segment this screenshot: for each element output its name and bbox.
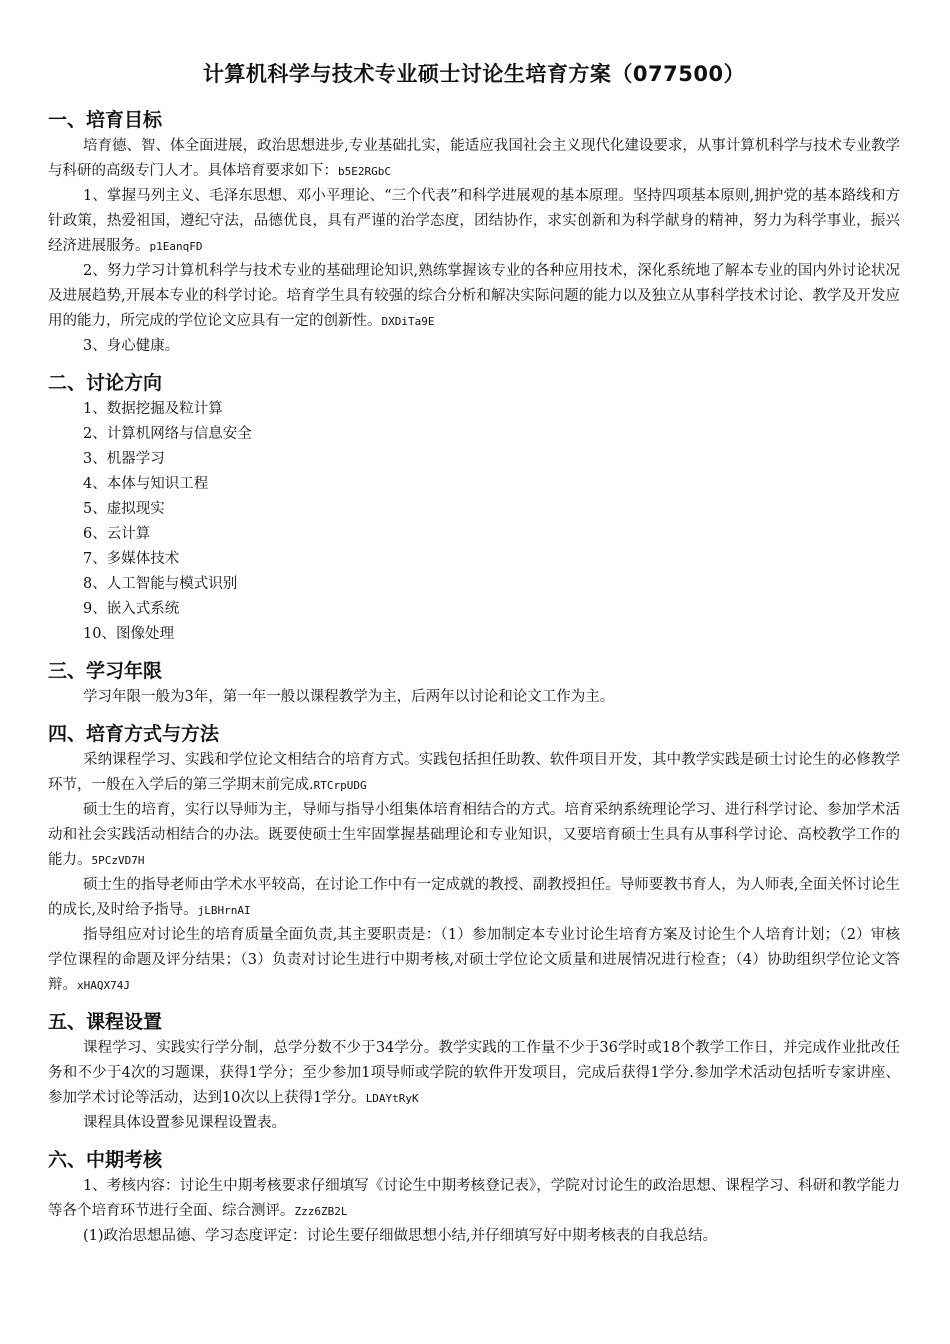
list-item: 1、数据挖掘及粒计算 [83,401,223,417]
list-item: 5、虚拟现实 [83,501,165,517]
paragraph-text: 硕士生的培育，实行以导师为主，导师与指导小组集体培育相结合的方式。培育采纳系统理论学习、进行科学讨论、参加学术活动和社会实践活动相结合的办法。既要使硕士生牢固掌握基础理论和专业知识，又要培育硕士生具有从事科学讨论、高校教学工作的能力。 [48,802,900,868]
paragraph-text: 采纳课程学习、实践和学位论文相结合的培育方式。实践包括担任助教、软件项目开发，其中教学实践是硕士讨论生的必修教学环节，一般在入学后的第三学期末前完成. [48,752,900,793]
watermark-code: RTCrpUDG [313,779,367,792]
paragraph-text: 硕士生的指导老师由学术水平较高，在讨论工作中有一定成就的教授、副教授担任。导师要教书育人，为人师表,全面关怀讨论生的成长,及时给予指导。 [48,877,900,918]
section-heading-training-methods: 四、培育方式与方法 [48,723,220,745]
paragraph: 3、身心健康。 [83,338,180,354]
paragraph-text: 1、考核内容：讨论生中期考核要求仔细填写《讨论生中期考核登记表》，学院对讨论生的政治思想、课程学习、科研和教学能力等各个培育环节进行全面、综合测评。 [48,1178,900,1219]
paragraph-text: 课程学习、实践实行学分制，总学分数不少于34学分。教学实践的工作量不少于36学时或18个教学工作日，并完成作业批改任务和不少于4次的习题课，获得1学分；至少参加1项导师或学院的软件开发项目，完成后获得1学分.参加学术活动包括听专家讲座、参加学术讨论等活动，达到10次以上获得1学分。 [48,1040,900,1106]
paragraph [48,134,900,184]
list-item: 7、多媒体技术 [83,551,180,567]
paragraph-text: 指导组应对讨论生的培育质量全面负责,其主要职责是：（1）参加制定本专业讨论生培育方案及讨论生个人培育计划；（2）审核学位课程的命题及评分结果；（3）负责对讨论生进行中期考核,对硕士学位论文质量和进展情况进行检查；（4）协助组织学位论文答辩。 [48,927,900,993]
list-item: 6、云计算 [83,526,151,542]
section-heading-training-goals: 一、培育目标 [48,109,163,131]
paragraph-text: 培育德、智、体全面进展，政治思想进步,专业基础扎实，能适应我国社会主义现代化建设要求，从事计算机科学与技术专业教学与科研的高级专门人才。具体培育要求如下： [48,138,900,179]
paragraph: 课程具体设置参见课程设置表。 [83,1115,286,1131]
watermark-code: xHAQX74J [77,979,130,992]
watermark-code: p1EanqFD [149,240,203,253]
list-item: 3、机器学习 [83,451,165,467]
paragraph [48,923,900,998]
list-item: 2、计算机网络与信息安全 [83,426,252,442]
watermark-code: DXDiTa9E [381,315,435,328]
paragraph: 学习年限一般为3年，第一年一般以课程教学为主，后两年以讨论和论文工作为主。 [83,689,615,705]
list-item: 4、本体与知识工程 [83,476,209,492]
watermark-code: b5E2RGbC [338,165,391,178]
paragraph [48,259,900,334]
paragraph [48,873,900,923]
section-heading-midterm-assessment: 六、中期考核 [48,1149,163,1171]
paragraph-text: 2、努力学习计算机科学与技术专业的基础理论知识,熟练掌握该专业的各种应用技术，深化系统地了解本专业的国内外讨论状况及进展趋势,开展本专业的科学讨论。培育学生具有较强的综合分析和解决实际问题的能力以及独立从事科学技术讨论、教学及开发应用的能力，所完成的学位论文应具有一定的创新性。 [48,263,900,329]
document-title: 计算机科学与技术专业硕士讨论生培育方案（077500） [202,62,746,86]
paragraph [48,1174,900,1224]
list-item: 10、图像处理 [83,626,174,642]
paragraph [48,184,900,259]
watermark-code: LDAYtRyK [365,1092,419,1105]
section-heading-courses: 五、课程设置 [48,1011,163,1033]
watermark-code: jLBHrnAI [197,904,251,917]
section-heading-research-directions: 二、讨论方向 [48,372,163,394]
paragraph [48,748,900,798]
section-heading-study-period: 三、学习年限 [48,660,163,682]
watermark-code: Zzz6ZB2L [294,1205,348,1218]
paragraph [48,798,900,873]
paragraph [48,1036,900,1111]
paragraph: (1)政治思想品德、学习态度评定：讨论生要仔细做思想小结,并仔细填写好中期考核表的自我总结。 [83,1228,718,1244]
list-item: 8、人工智能与模式识别 [83,576,238,592]
list-item: 9、嵌入式系统 [83,601,180,617]
watermark-code: 5PCzVD7H [91,854,145,867]
paragraph-text: 1、掌握马列主义、毛泽东思想、邓小平理论、“三个代表”和科学进展观的基本原理。坚持四项基本原则,拥护党的基本路线和方针政策，热爱祖国，遵纪守法，品德优良，具有严谨的治学态度，团结协作，求实创新和为科学献身的精神，努力为科学事业，振兴经济进展服务。 [48,188,900,254]
